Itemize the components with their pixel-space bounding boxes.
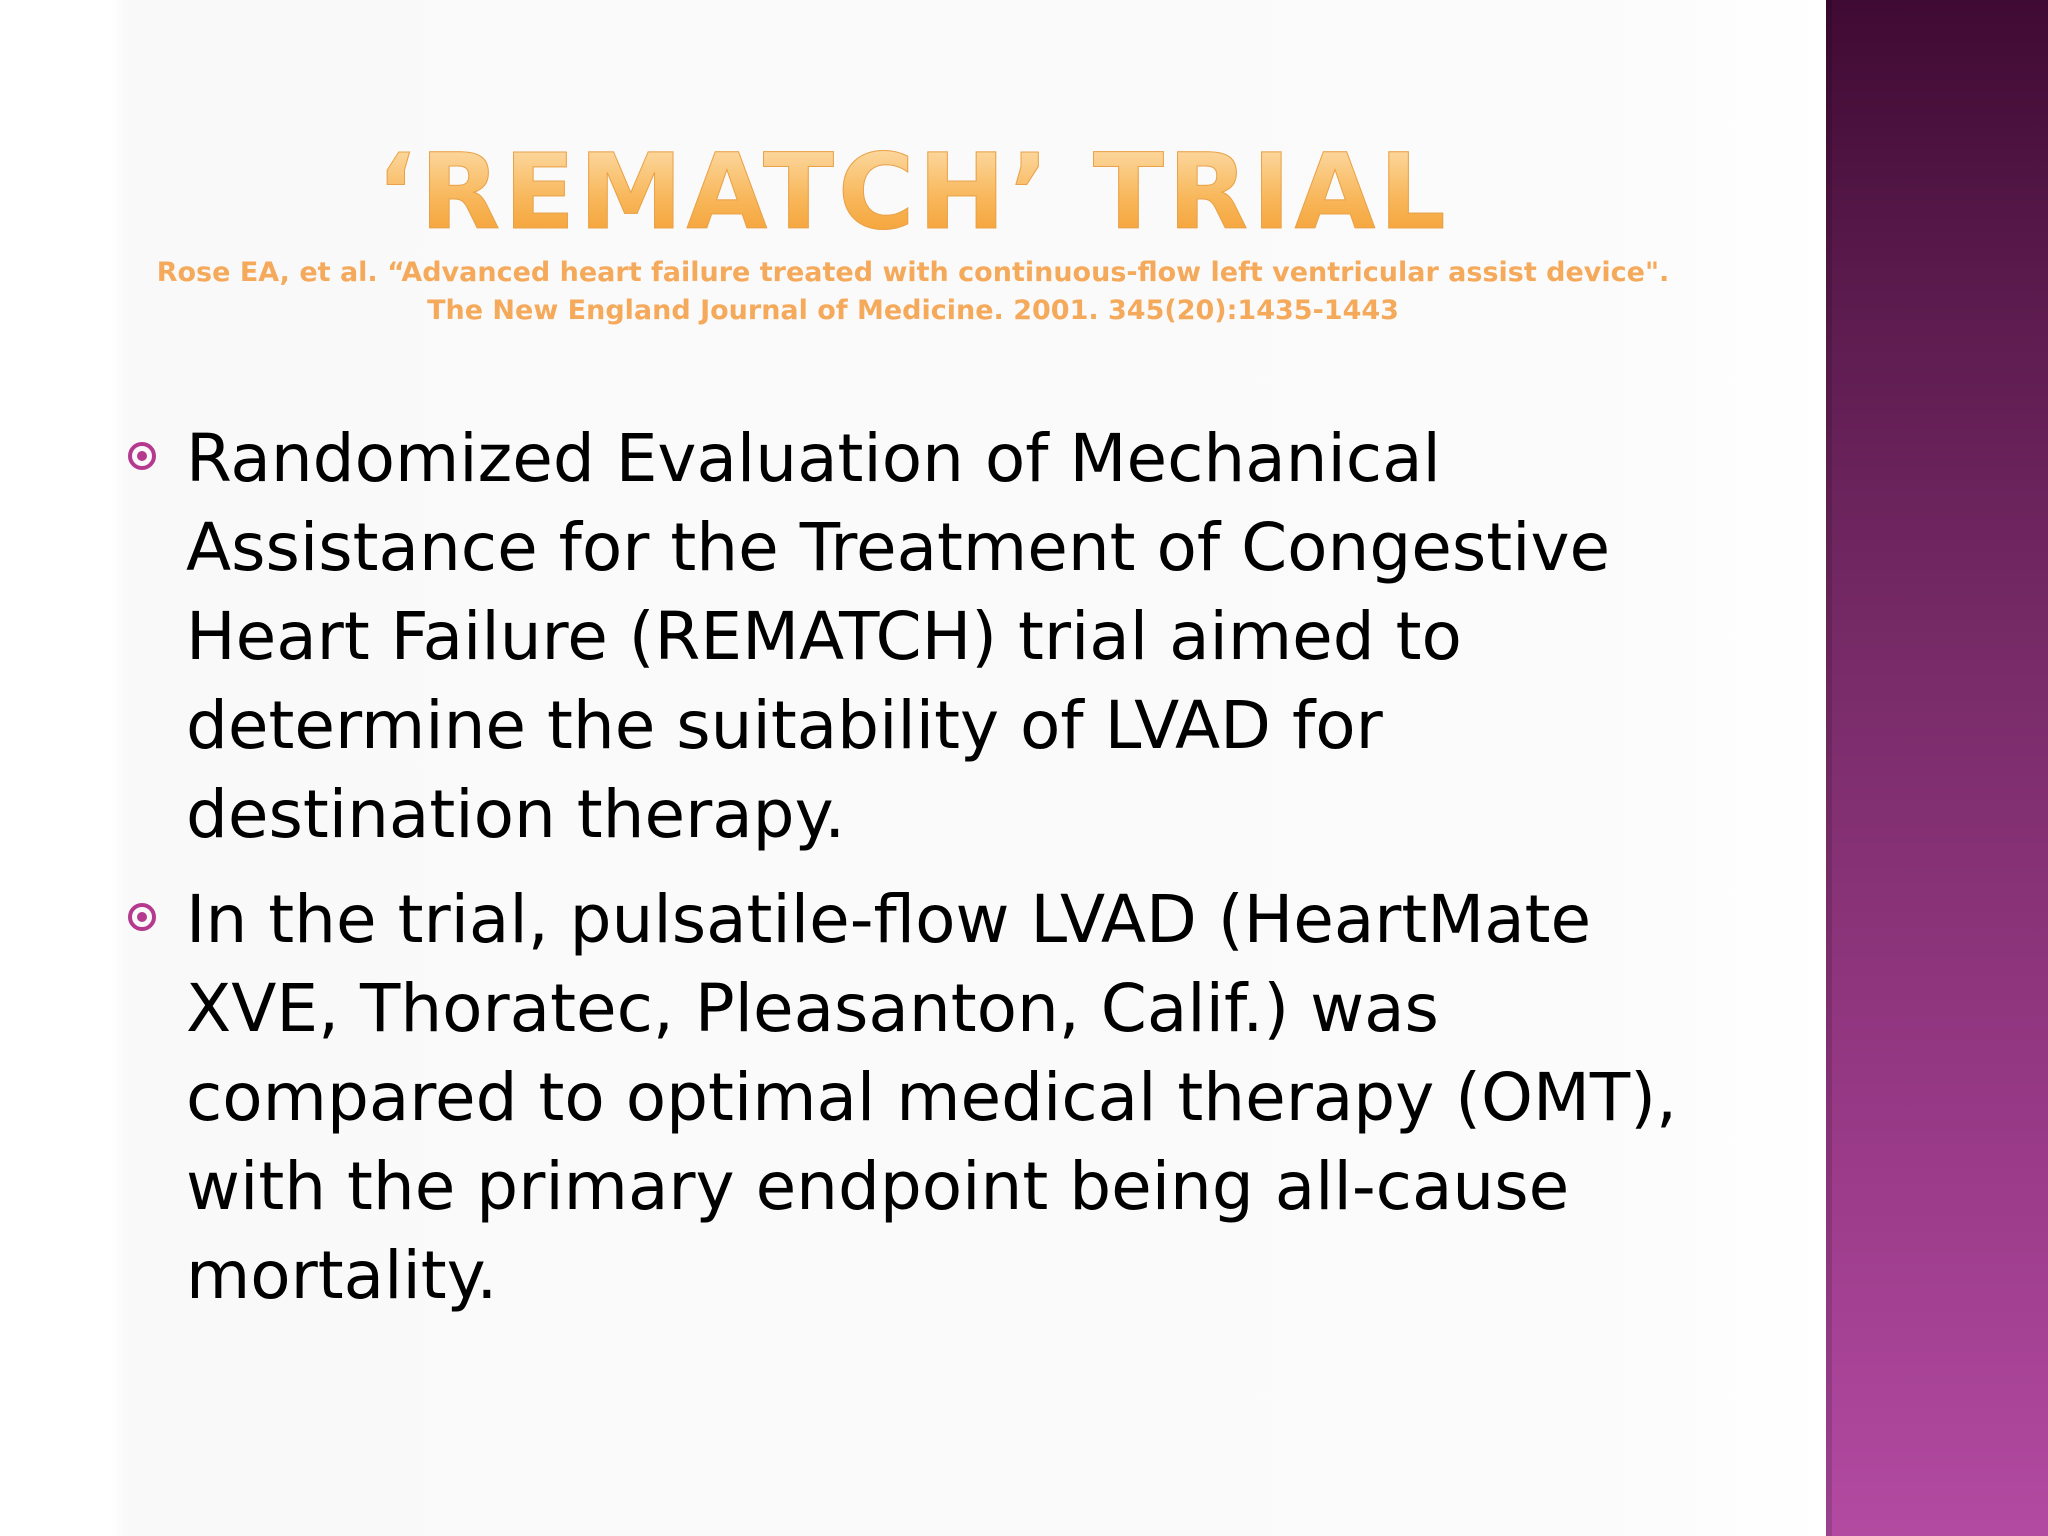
circled-dot-bullet-icon [128,903,156,931]
bullet-text: In the trial, pulsatile-flow LVAD (HeartMate XVE, Thoratec, Pleasanton, Calif.) was compared to optimal medical therapy (OMT), with the primary endpoint being all-cause mortality. [186,881,1677,1314]
bullet-item [124,414,1714,859]
bullet-item [124,875,1714,1320]
circled-dot-bullet-icon [128,442,156,470]
bullet-text: Randomized Evaluation of Mechanical Assistance for the Treatment of Congestive Heart Failure (REMATCH) trial aimed to determine the suitability of LVAD for destination therapy. [186,420,1611,853]
slide-citation: Rose EA, et al. “Advanced heart failure treated with continuous-flow left ventricular assist device". The New England Journal of Medicine. 2001. 345(20):1435-1443 [156,257,1670,326]
slide-title: ‘REMATCH’ TRIAL [0,132,1826,252]
bullet-list [124,414,1714,1336]
decorative-sidebar [1826,0,2048,1536]
